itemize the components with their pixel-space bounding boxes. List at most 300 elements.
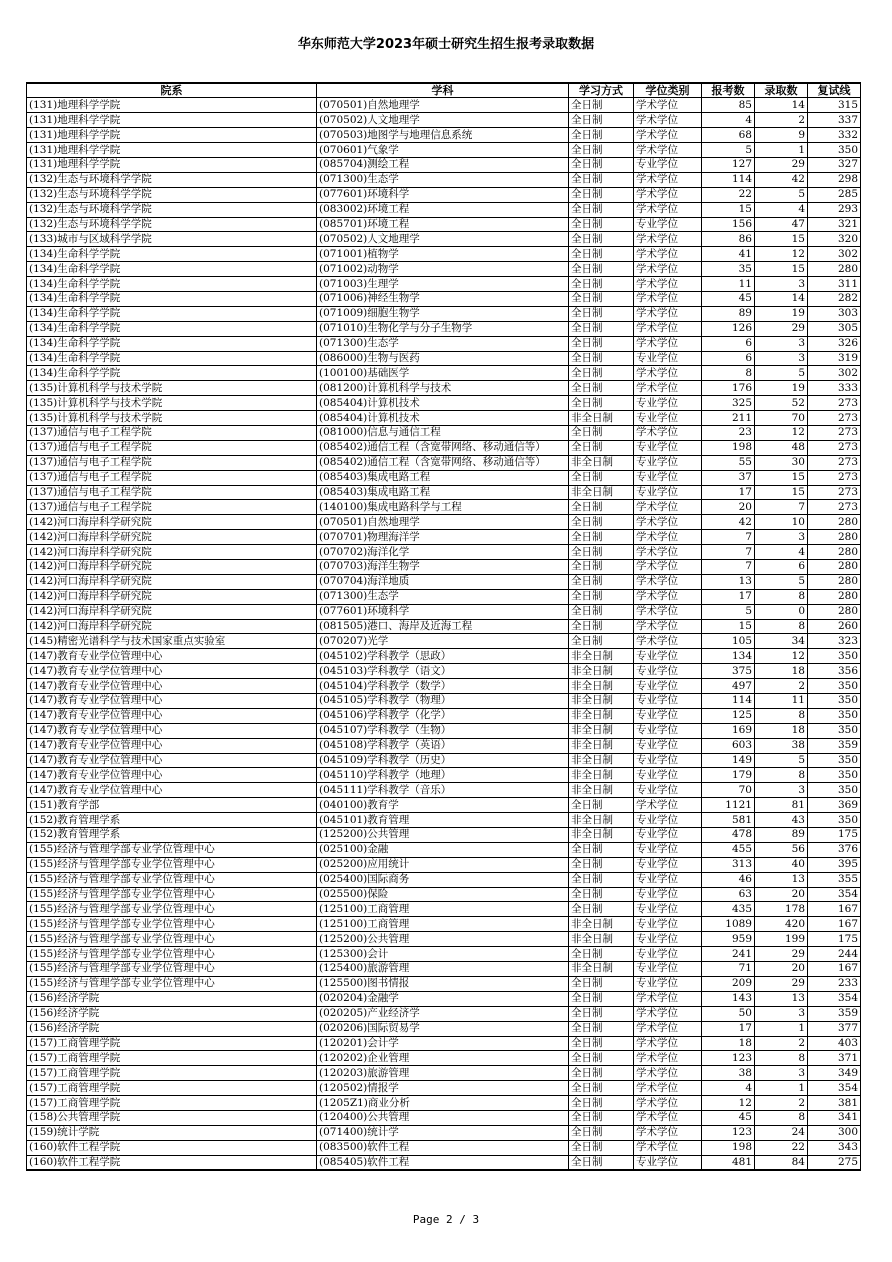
- cell-cutoff: 273: [808, 425, 861, 440]
- cell-study-mode: 非全日制: [569, 694, 634, 709]
- cell-applicants: 149: [702, 753, 755, 768]
- cell-discipline: (071300)生态学: [317, 589, 569, 604]
- cell-applicants: 17: [702, 1021, 755, 1036]
- cell-applicants: 20: [702, 500, 755, 515]
- cell-admitted: 5: [755, 753, 808, 768]
- cell-degree-type: 专业学位: [634, 649, 702, 664]
- cell-admitted: 3: [755, 277, 808, 292]
- cell-discipline: (120203)旅游管理: [317, 1066, 569, 1081]
- table-row: [27, 738, 861, 753]
- table-row: [27, 1036, 861, 1051]
- cell-department: (131)地理科学学院: [27, 157, 317, 172]
- cell-department: (155)经济与管理学部专业学位管理中心: [27, 947, 317, 962]
- table-body: [27, 98, 861, 1170]
- cell-applicants: 63: [702, 887, 755, 902]
- table-row: [27, 470, 861, 485]
- cell-applicants: 18: [702, 1036, 755, 1051]
- cell-discipline: (125200)公共管理: [317, 828, 569, 843]
- cell-cutoff: 350: [808, 813, 861, 828]
- cell-cutoff: 244: [808, 947, 861, 962]
- table-row: [27, 217, 861, 232]
- cell-cutoff: 319: [808, 351, 861, 366]
- cell-cutoff: 333: [808, 381, 861, 396]
- cell-admitted: 56: [755, 842, 808, 857]
- cell-study-mode: 非全日制: [569, 813, 634, 828]
- cell-discipline: (085403)集成电路工程: [317, 470, 569, 485]
- cell-cutoff: 273: [808, 500, 861, 515]
- cell-department: (132)生态与环境科学学院: [27, 217, 317, 232]
- cell-department: (147)教育专业学位管理中心: [27, 753, 317, 768]
- cell-applicants: 169: [702, 723, 755, 738]
- cell-cutoff: 341: [808, 1110, 861, 1125]
- cell-degree-type: 学术学位: [634, 321, 702, 336]
- cell-discipline: (071010)生物化学与分子生物学: [317, 321, 569, 336]
- cell-cutoff: 350: [808, 783, 861, 798]
- cell-admitted: 13: [755, 991, 808, 1006]
- cell-admitted: 15: [755, 262, 808, 277]
- cell-degree-type: 专业学位: [634, 440, 702, 455]
- cell-applicants: 123: [702, 1051, 755, 1066]
- cell-degree-type: 专业学位: [634, 842, 702, 857]
- cell-degree-type: 学术学位: [634, 113, 702, 128]
- cell-admitted: 12: [755, 247, 808, 262]
- cell-discipline: (081505)港口、海岸及近海工程: [317, 619, 569, 634]
- cell-discipline: (120400)公共管理: [317, 1110, 569, 1125]
- cell-discipline: (070501)自然地理学: [317, 98, 569, 113]
- cell-degree-type: 专业学位: [634, 962, 702, 977]
- table-row: [27, 351, 861, 366]
- cell-applicants: 50: [702, 1006, 755, 1021]
- table-row: [27, 1110, 861, 1125]
- cell-degree-type: 学术学位: [634, 545, 702, 560]
- cell-admitted: 34: [755, 634, 808, 649]
- cell-study-mode: 非全日制: [569, 664, 634, 679]
- table-row: [27, 262, 861, 277]
- cell-degree-type: 学术学位: [634, 1125, 702, 1140]
- cell-discipline: (045104)学科教学（数学）: [317, 679, 569, 694]
- cell-department: (147)教育专业学位管理中心: [27, 783, 317, 798]
- cell-degree-type: 专业学位: [634, 753, 702, 768]
- cell-degree-type: 学术学位: [634, 1096, 702, 1111]
- cell-cutoff: 323: [808, 634, 861, 649]
- cell-admitted: 14: [755, 98, 808, 113]
- cell-study-mode: 非全日制: [569, 411, 634, 426]
- table-row: [27, 857, 861, 872]
- cell-admitted: 3: [755, 351, 808, 366]
- cell-cutoff: 167: [808, 917, 861, 932]
- cell-study-mode: 全日制: [569, 515, 634, 530]
- cell-degree-type: 专业学位: [634, 708, 702, 723]
- column-header-admitted: 录取数: [755, 83, 808, 98]
- cell-study-mode: 全日制: [569, 470, 634, 485]
- table-row: [27, 679, 861, 694]
- cell-cutoff: 355: [808, 872, 861, 887]
- cell-discipline: (020205)产业经济学: [317, 1006, 569, 1021]
- cell-cutoff: 350: [808, 694, 861, 709]
- cell-degree-type: 学术学位: [634, 128, 702, 143]
- cell-discipline: (045107)学科教学（生物）: [317, 723, 569, 738]
- cell-admitted: 5: [755, 574, 808, 589]
- cell-department: (134)生命科学学院: [27, 277, 317, 292]
- cell-department: (157)工商管理学院: [27, 1036, 317, 1051]
- cell-study-mode: 全日制: [569, 1110, 634, 1125]
- cell-cutoff: 359: [808, 1006, 861, 1021]
- cell-admitted: 22: [755, 1140, 808, 1155]
- cell-department: (142)河口海岸科学研究院: [27, 515, 317, 530]
- cell-discipline: (125400)旅游管理: [317, 962, 569, 977]
- cell-department: (157)工商管理学院: [27, 1081, 317, 1096]
- table-row: [27, 1096, 861, 1111]
- table-row: [27, 98, 861, 113]
- cell-degree-type: 学术学位: [634, 277, 702, 292]
- cell-degree-type: 专业学位: [634, 976, 702, 991]
- cell-admitted: 8: [755, 619, 808, 634]
- table-row: [27, 783, 861, 798]
- cell-discipline: (100100)基础医学: [317, 366, 569, 381]
- cell-degree-type: 专业学位: [634, 396, 702, 411]
- cell-applicants: 46: [702, 872, 755, 887]
- cell-discipline: (071006)神经生物学: [317, 291, 569, 306]
- cell-degree-type: 学术学位: [634, 560, 702, 575]
- cell-degree-type: 专业学位: [634, 470, 702, 485]
- cell-degree-type: 专业学位: [634, 455, 702, 470]
- table-row: [27, 232, 861, 247]
- table-row: [27, 842, 861, 857]
- cell-cutoff: 311: [808, 277, 861, 292]
- cell-degree-type: 学术学位: [634, 991, 702, 1006]
- cell-degree-type: 学术学位: [634, 143, 702, 158]
- cell-admitted: 2: [755, 1096, 808, 1111]
- cell-admitted: 29: [755, 321, 808, 336]
- cell-cutoff: 356: [808, 664, 861, 679]
- cell-degree-type: 专业学位: [634, 872, 702, 887]
- cell-discipline: (020206)国际贸易学: [317, 1021, 569, 1036]
- cell-degree-type: 学术学位: [634, 187, 702, 202]
- cell-study-mode: 全日制: [569, 187, 634, 202]
- cell-study-mode: 全日制: [569, 1155, 634, 1170]
- cell-study-mode: 全日制: [569, 321, 634, 336]
- cell-discipline: (125100)工商管理: [317, 902, 569, 917]
- cell-applicants: 15: [702, 202, 755, 217]
- cell-admitted: 18: [755, 723, 808, 738]
- cell-cutoff: 167: [808, 902, 861, 917]
- table-row: [27, 932, 861, 947]
- cell-department: (147)教育专业学位管理中心: [27, 679, 317, 694]
- cell-degree-type: 专业学位: [634, 813, 702, 828]
- cell-study-mode: 全日制: [569, 291, 634, 306]
- cell-degree-type: 专业学位: [634, 947, 702, 962]
- table-row: [27, 574, 861, 589]
- table-row: [27, 128, 861, 143]
- cell-admitted: 4: [755, 202, 808, 217]
- cell-department: (147)教育专业学位管理中心: [27, 723, 317, 738]
- table-header-row: [27, 83, 861, 98]
- cell-applicants: 176: [702, 381, 755, 396]
- table-row: [27, 872, 861, 887]
- cell-admitted: 15: [755, 485, 808, 500]
- cell-discipline: (085402)通信工程（含宽带网络、移动通信等）: [317, 455, 569, 470]
- cell-applicants: 114: [702, 694, 755, 709]
- cell-department: (132)生态与环境科学学院: [27, 187, 317, 202]
- cell-department: (131)地理科学学院: [27, 143, 317, 158]
- table-row: [27, 560, 861, 575]
- cell-department: (152)教育管理学系: [27, 813, 317, 828]
- cell-admitted: 70: [755, 411, 808, 426]
- table-row: [27, 753, 861, 768]
- cell-degree-type: 学术学位: [634, 798, 702, 813]
- cell-applicants: 1121: [702, 798, 755, 813]
- cell-study-mode: 非全日制: [569, 962, 634, 977]
- cell-discipline: (085704)测绘工程: [317, 157, 569, 172]
- table-row: [27, 947, 861, 962]
- cell-discipline: (070207)光学: [317, 634, 569, 649]
- cell-applicants: 7: [702, 545, 755, 560]
- cell-department: (155)经济与管理学部专业学位管理中心: [27, 976, 317, 991]
- cell-admitted: 20: [755, 887, 808, 902]
- column-header-applicants: 报考数: [702, 83, 755, 98]
- cell-applicants: 6: [702, 351, 755, 366]
- cell-study-mode: 全日制: [569, 902, 634, 917]
- cell-cutoff: 273: [808, 411, 861, 426]
- cell-admitted: 3: [755, 783, 808, 798]
- column-header-degree-type: 学位类别: [634, 83, 702, 98]
- cell-study-mode: 全日制: [569, 202, 634, 217]
- cell-applicants: 22: [702, 187, 755, 202]
- cell-study-mode: 非全日制: [569, 917, 634, 932]
- cell-department: (134)生命科学学院: [27, 366, 317, 381]
- cell-applicants: 4: [702, 113, 755, 128]
- table-row: [27, 1066, 861, 1081]
- cell-discipline: (071009)细胞生物学: [317, 306, 569, 321]
- cell-applicants: 23: [702, 425, 755, 440]
- cell-admitted: 19: [755, 306, 808, 321]
- cell-cutoff: 280: [808, 604, 861, 619]
- cell-study-mode: 全日制: [569, 1021, 634, 1036]
- table-row: [27, 887, 861, 902]
- cell-cutoff: 273: [808, 470, 861, 485]
- cell-discipline: (070501)自然地理学: [317, 515, 569, 530]
- cell-admitted: 29: [755, 157, 808, 172]
- cell-admitted: 178: [755, 902, 808, 917]
- table-row: [27, 545, 861, 560]
- column-header-cutoff: 复试线: [808, 83, 861, 98]
- cell-discipline: (025400)国际商务: [317, 872, 569, 887]
- cell-discipline: (045101)教育管理: [317, 813, 569, 828]
- cell-admitted: 2: [755, 1036, 808, 1051]
- cell-department: (155)经济与管理学部专业学位管理中心: [27, 872, 317, 887]
- column-header-study-mode: 学习方式: [569, 83, 634, 98]
- cell-department: (135)计算机科学与技术学院: [27, 381, 317, 396]
- cell-cutoff: 350: [808, 753, 861, 768]
- table-row: [27, 1155, 861, 1170]
- cell-cutoff: 350: [808, 708, 861, 723]
- cell-discipline: (045110)学科教学（地理）: [317, 768, 569, 783]
- cell-admitted: 89: [755, 828, 808, 843]
- table-row: [27, 619, 861, 634]
- cell-degree-type: 学术学位: [634, 1081, 702, 1096]
- cell-cutoff: 350: [808, 723, 861, 738]
- cell-study-mode: 全日制: [569, 232, 634, 247]
- cell-discipline: (071300)生态学: [317, 172, 569, 187]
- cell-study-mode: 非全日制: [569, 783, 634, 798]
- cell-cutoff: 275: [808, 1155, 861, 1170]
- cell-applicants: 1089: [702, 917, 755, 932]
- document-title: 华东师范大学2023年硕士研究生招生报考录取数据: [297, 37, 595, 52]
- cell-study-mode: 全日制: [569, 798, 634, 813]
- cell-applicants: 8: [702, 366, 755, 381]
- cell-cutoff: 350: [808, 143, 861, 158]
- cell-cutoff: 300: [808, 1125, 861, 1140]
- cell-department: (147)教育专业学位管理中心: [27, 694, 317, 709]
- cell-cutoff: 315: [808, 98, 861, 113]
- cell-degree-type: 学术学位: [634, 98, 702, 113]
- cell-study-mode: 非全日制: [569, 768, 634, 783]
- cell-department: (137)通信与电子工程学院: [27, 425, 317, 440]
- cell-applicants: 478: [702, 828, 755, 843]
- cell-admitted: 81: [755, 798, 808, 813]
- table-row: [27, 440, 861, 455]
- cell-department: (137)通信与电子工程学院: [27, 485, 317, 500]
- cell-admitted: 11: [755, 694, 808, 709]
- cell-admitted: 13: [755, 872, 808, 887]
- cell-admitted: 5: [755, 366, 808, 381]
- cell-applicants: 959: [702, 932, 755, 947]
- cell-study-mode: 全日制: [569, 872, 634, 887]
- cell-cutoff: 273: [808, 396, 861, 411]
- cell-admitted: 2: [755, 113, 808, 128]
- cell-department: (156)经济学院: [27, 991, 317, 1006]
- cell-study-mode: 全日制: [569, 157, 634, 172]
- cell-study-mode: 全日制: [569, 172, 634, 187]
- cell-cutoff: 381: [808, 1096, 861, 1111]
- cell-discipline: (083500)软件工程: [317, 1140, 569, 1155]
- cell-discipline: (071001)植物学: [317, 247, 569, 262]
- cell-department: (155)经济与管理学部专业学位管理中心: [27, 917, 317, 932]
- cell-discipline: (070503)地图学与地理信息系统: [317, 128, 569, 143]
- cell-degree-type: 专业学位: [634, 828, 702, 843]
- cell-admitted: 4: [755, 545, 808, 560]
- cell-department: (142)河口海岸科学研究院: [27, 619, 317, 634]
- cell-discipline: (071003)生理学: [317, 277, 569, 292]
- cell-applicants: 45: [702, 291, 755, 306]
- cell-degree-type: 专业学位: [634, 857, 702, 872]
- cell-cutoff: 282: [808, 291, 861, 306]
- cell-admitted: 42: [755, 172, 808, 187]
- cell-department: (142)河口海岸科学研究院: [27, 560, 317, 575]
- table-row: [27, 1051, 861, 1066]
- cell-study-mode: 全日制: [569, 976, 634, 991]
- cell-cutoff: 260: [808, 619, 861, 634]
- cell-applicants: 71: [702, 962, 755, 977]
- cell-discipline: (085701)环境工程: [317, 217, 569, 232]
- cell-degree-type: 专业学位: [634, 679, 702, 694]
- cell-cutoff: 350: [808, 649, 861, 664]
- cell-discipline: (085405)软件工程: [317, 1155, 569, 1170]
- cell-study-mode: 非全日制: [569, 753, 634, 768]
- cell-study-mode: 非全日制: [569, 932, 634, 947]
- cell-study-mode: 全日制: [569, 1125, 634, 1140]
- cell-cutoff: 376: [808, 842, 861, 857]
- cell-cutoff: 395: [808, 857, 861, 872]
- cell-admitted: 52: [755, 396, 808, 411]
- cell-discipline: (077601)环境科学: [317, 604, 569, 619]
- cell-admitted: 9: [755, 128, 808, 143]
- cell-department: (142)河口海岸科学研究院: [27, 574, 317, 589]
- cell-discipline: (083002)环境工程: [317, 202, 569, 217]
- cell-department: (132)生态与环境科学学院: [27, 172, 317, 187]
- cell-admitted: 14: [755, 291, 808, 306]
- cell-cutoff: 369: [808, 798, 861, 813]
- cell-study-mode: 非全日制: [569, 485, 634, 500]
- cell-degree-type: 专业学位: [634, 694, 702, 709]
- table-row: [27, 277, 861, 292]
- cell-discipline: (125300)会计: [317, 947, 569, 962]
- cell-study-mode: 非全日制: [569, 455, 634, 470]
- cell-cutoff: 175: [808, 932, 861, 947]
- table-row: [27, 991, 861, 1006]
- cell-discipline: (086000)生物与医药: [317, 351, 569, 366]
- cell-cutoff: 280: [808, 530, 861, 545]
- cell-degree-type: 学术学位: [634, 291, 702, 306]
- cell-applicants: 15: [702, 619, 755, 634]
- cell-applicants: 156: [702, 217, 755, 232]
- cell-study-mode: 全日制: [569, 262, 634, 277]
- cell-study-mode: 全日制: [569, 440, 634, 455]
- cell-study-mode: 全日制: [569, 1096, 634, 1111]
- cell-cutoff: 298: [808, 172, 861, 187]
- cell-study-mode: 全日制: [569, 604, 634, 619]
- cell-study-mode: 全日制: [569, 530, 634, 545]
- cell-study-mode: 全日制: [569, 366, 634, 381]
- cell-cutoff: 285: [808, 187, 861, 202]
- cell-discipline: (125200)公共管理: [317, 932, 569, 947]
- page-number: Page 2 / 3: [412, 1213, 480, 1226]
- cell-admitted: 5: [755, 187, 808, 202]
- cell-applicants: 17: [702, 589, 755, 604]
- cell-cutoff: 280: [808, 545, 861, 560]
- cell-department: (147)教育专业学位管理中心: [27, 708, 317, 723]
- cell-department: (158)公共管理学院: [27, 1110, 317, 1125]
- cell-department: (137)通信与电子工程学院: [27, 455, 317, 470]
- cell-study-mode: 全日制: [569, 143, 634, 158]
- cell-applicants: 86: [702, 232, 755, 247]
- cell-cutoff: 305: [808, 321, 861, 336]
- cell-degree-type: 专业学位: [634, 783, 702, 798]
- table-row: [27, 976, 861, 991]
- cell-admitted: 3: [755, 530, 808, 545]
- table-row: [27, 336, 861, 351]
- cell-cutoff: 273: [808, 440, 861, 455]
- cell-admitted: 30: [755, 455, 808, 470]
- cell-degree-type: 学术学位: [634, 232, 702, 247]
- cell-applicants: 179: [702, 768, 755, 783]
- cell-study-mode: 全日制: [569, 991, 634, 1006]
- cell-degree-type: 学术学位: [634, 574, 702, 589]
- cell-cutoff: 167: [808, 962, 861, 977]
- cell-applicants: 13: [702, 574, 755, 589]
- cell-discipline: (071300)生态学: [317, 336, 569, 351]
- cell-department: (134)生命科学学院: [27, 262, 317, 277]
- cell-degree-type: 专业学位: [634, 932, 702, 947]
- cell-study-mode: 全日制: [569, 381, 634, 396]
- cell-department: (131)地理科学学院: [27, 98, 317, 113]
- cell-degree-type: 学术学位: [634, 515, 702, 530]
- table-row: [27, 515, 861, 530]
- cell-degree-type: 专业学位: [634, 664, 702, 679]
- cell-department: (155)经济与管理学部专业学位管理中心: [27, 902, 317, 917]
- cell-cutoff: 350: [808, 768, 861, 783]
- cell-study-mode: 非全日制: [569, 649, 634, 664]
